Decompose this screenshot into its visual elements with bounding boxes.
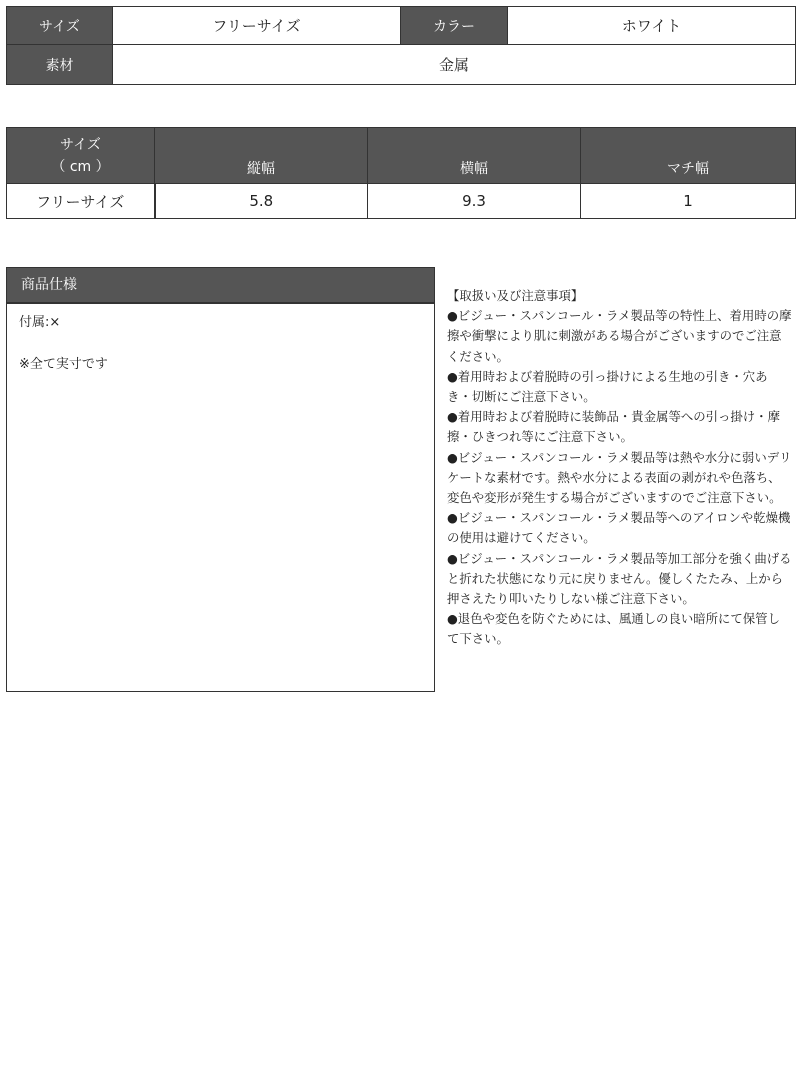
table-row	[7, 184, 796, 219]
size-header-line1: サイズ	[60, 136, 101, 153]
care-item: ●着用時および着脱時の引っ掛けによる生地の引き・穴あき・切断にご注意下さい。	[447, 368, 768, 405]
column-header-depth: マチ幅	[581, 128, 796, 184]
size-header-line2: （ cm ）	[51, 158, 110, 175]
size-table-header	[7, 128, 796, 184]
column-header-height: 縦幅	[155, 128, 368, 184]
spec-table	[6, 6, 796, 85]
spacer	[19, 333, 422, 355]
material-label: 素材	[7, 45, 113, 85]
row-label: フリーサイズ	[7, 184, 155, 219]
size-value: フリーサイズ	[113, 7, 401, 45]
product-spec-box	[6, 267, 435, 692]
size-unit-header	[7, 128, 155, 184]
color-value: ホワイト	[508, 7, 796, 45]
material-value: 金属	[113, 45, 796, 85]
column-header-width: 横幅	[368, 128, 581, 184]
care-item: ●退色や変色を防ぐためには、風通しの良い暗所にて保管して下さい。	[447, 611, 780, 647]
care-notes	[447, 286, 792, 650]
size-table	[6, 127, 796, 219]
care-item: ●ビジュー・スパンコール・ラメ製品等加工部分を強く曲げると折れた状態になり元に戻りません。優しくたたみ、上から押さえたり叩いたりしない様ご注意下さい。	[447, 550, 792, 607]
product-spec-title: 商品仕様	[7, 268, 434, 304]
care-item: ●着用時および着脱時に装飾品・貴金属等への引っ掛け・摩擦・ひきつれ等にご注意下さい。	[447, 409, 780, 445]
spec-row	[7, 7, 796, 45]
care-item: ●ビジュー・スパンコール・ラメ製品等は熱や水分に弱いデリケートな素材です。熱や水分による表面の剥がれや色落ち、変色や変形が発生する場合がございますのでご注意下さい。	[447, 449, 792, 506]
care-item: ●ビジュー・スパンコール・ラメ製品等の特性上、着用時の摩擦や衝撃により肌に刺激がある場合がございますのでご注意ください。	[447, 308, 792, 364]
product-spec-content	[7, 304, 434, 384]
care-heading: 【取扱い及び注意事項】	[447, 288, 584, 303]
care-item: ●ビジュー・スパンコール・ラメ製品等へのアイロンや乾燥機の使用は避けてください。	[447, 510, 791, 546]
accessories-text: 付属:×	[19, 315, 61, 330]
spec-row	[7, 45, 796, 85]
measurement-note: ※全て実寸です	[19, 357, 108, 372]
height-value: 5.8	[155, 184, 368, 219]
color-label: カラー	[401, 7, 508, 45]
size-label: サイズ	[7, 7, 113, 45]
depth-value: 1	[581, 184, 796, 219]
width-value: 9.3	[368, 184, 581, 219]
